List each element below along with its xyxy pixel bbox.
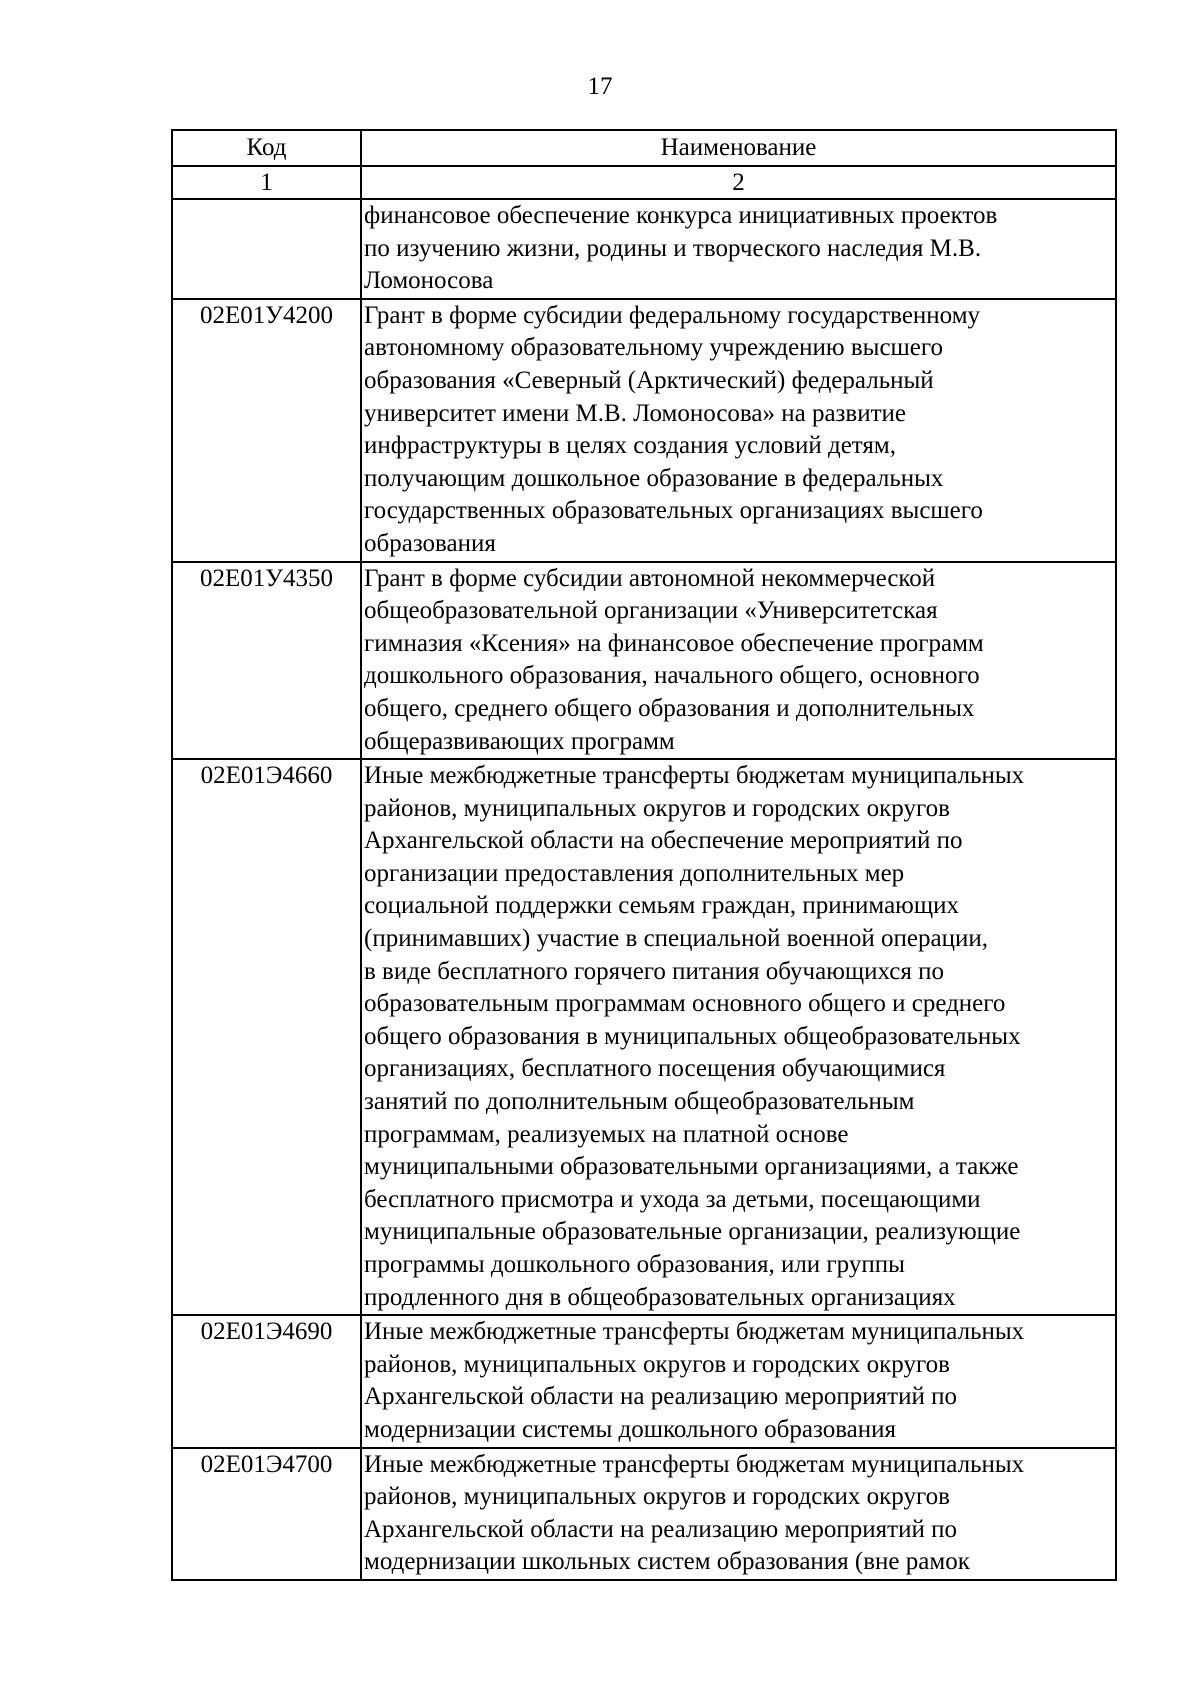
table-row	[172, 1315, 1116, 1447]
row-name-line: районов, муниципальных округов и городских округов	[364, 1483, 950, 1511]
row-name-line: в виде бесплатного горячего питания обучающихся по	[364, 957, 945, 985]
row-name-line: Иные межбюджетные трансферты бюджетам муниципальных	[364, 762, 1025, 790]
row-name	[361, 1448, 1116, 1580]
row-code: 02Е01У4350	[172, 562, 361, 760]
table-row	[172, 199, 1116, 299]
row-name-line: образования «Северный (Арктический) федеральный	[364, 366, 934, 394]
row-name-line: Грант в форме субсидии автономной некоммерческой	[364, 564, 936, 592]
row-name-line: занятий по дополнительным общеобразовательным	[364, 1088, 915, 1116]
row-name-line: продленного дня в общеобразовательных организациях	[364, 1283, 956, 1311]
table-row	[172, 759, 1116, 1315]
row-name-line: общего, среднего общего образования и дополнительных	[364, 694, 975, 722]
table-header-row	[172, 130, 1116, 166]
row-name-line: гимназия «Ксения» на финансовое обеспечение программ	[364, 629, 984, 657]
row-code: 02Е01У4200	[172, 299, 361, 562]
column-number-row	[172, 166, 1116, 199]
row-name-line: Иные межбюджетные трансферты бюджетам муниципальных	[364, 1318, 1025, 1346]
row-name-line: Иные межбюджетные трансферты бюджетам муниципальных	[364, 1450, 1025, 1478]
table-row	[172, 562, 1116, 760]
header-code: Код	[172, 130, 361, 166]
row-name-line: бесплатного присмотра и ухода за детьми, посещающими	[364, 1185, 981, 1213]
row-name-line: получающим дошкольное образование в федеральных	[364, 464, 944, 492]
row-name-line: организации предоставления дополнительных мер	[364, 859, 905, 887]
row-name-line: общего образования в муниципальных общеобразовательных	[364, 1022, 1021, 1050]
row-name-line: модернизации школьных систем образования (вне рамок	[364, 1548, 970, 1576]
column-number-1: 1	[172, 166, 361, 199]
row-name-line: по изучению жизни, родины и творческого наследия М.В.	[364, 234, 982, 262]
row-code: 02Е01Э4690	[172, 1315, 361, 1447]
row-name	[361, 759, 1116, 1315]
row-name-line: организациях, бесплатного посещения обучающимися	[364, 1055, 946, 1083]
row-name	[361, 1315, 1116, 1447]
row-name-line: дошкольного образования, начального общего, основного	[364, 662, 980, 690]
row-name-line: муниципальные образовательные организации, реализующие	[364, 1218, 1021, 1246]
row-name-line: финансовое обеспечение конкурса инициативных проектов	[364, 202, 998, 229]
row-name	[361, 199, 1116, 299]
row-name	[361, 562, 1116, 760]
row-name-line: инфраструктуры в целях создания условий детям,	[364, 432, 896, 460]
row-name-line: общеразвивающих программ	[364, 727, 675, 755]
row-name-line: Архангельской области на обеспечение мероприятий по	[364, 827, 963, 855]
row-code: 02Е01Э4700	[172, 1448, 361, 1580]
row-name-line: Архангельской области на реализацию мероприятий по	[364, 1383, 957, 1411]
row-name-line: университет имени М.В. Ломоносова» на развитие	[364, 399, 907, 427]
row-name	[361, 299, 1116, 562]
table-row	[172, 1448, 1116, 1580]
row-name-line: районов, муниципальных округов и городских округов	[364, 1350, 950, 1378]
row-name-line: модернизации системы дошкольного образования	[364, 1415, 897, 1443]
row-name-line: образования	[364, 529, 496, 557]
row-code	[172, 199, 361, 299]
row-name-line: Ломоносова	[364, 267, 494, 295]
page-number: 17	[587, 73, 613, 100]
budget-code-table	[171, 129, 1117, 1581]
header-name: Наименование	[361, 130, 1116, 166]
table-row	[172, 299, 1116, 562]
row-name-line: программы дошкольного образования, или группы	[364, 1251, 905, 1278]
row-name-line: социальной поддержки семьям граждан, принимающих	[364, 892, 959, 920]
column-number-2: 2	[361, 166, 1116, 199]
row-name-line: образовательным программам основного общего и среднего	[364, 990, 1006, 1018]
row-name-line: Грант в форме субсидии федеральному государственному	[364, 301, 981, 329]
row-name-line: муниципальными образовательными организациями, а также	[364, 1153, 1019, 1181]
row-name-line: общеобразовательной организации «Университетская	[364, 597, 938, 625]
row-name-line: государственных образовательных организациях высшего	[364, 497, 983, 525]
row-name-line: районов, муниципальных округов и городских округов	[364, 794, 950, 822]
row-name-line: (принимавших) участие в специальной военной операции,	[364, 925, 988, 953]
row-name-line: программам, реализуемых на платной основе	[364, 1120, 849, 1148]
row-code: 02Е01Э4660	[172, 759, 361, 1315]
row-name-line: Архангельской области на реализацию мероприятий по	[364, 1515, 957, 1543]
row-name-line: автономному образовательному учреждению высшего	[364, 334, 944, 362]
